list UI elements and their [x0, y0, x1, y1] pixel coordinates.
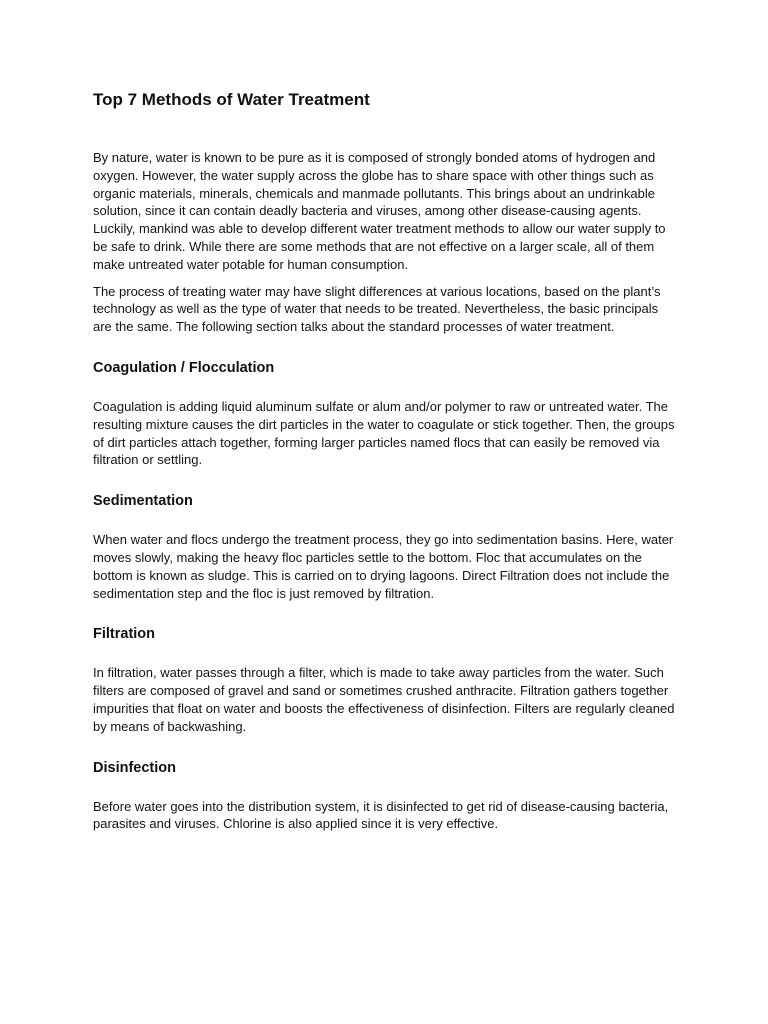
section-sedimentation [93, 491, 678, 602]
intro-paragraph-1: By nature, water is known to be pure as it is composed of strongly bonded atoms of hydrogen and oxygen. However, the water supply across the globe has to share space with other things such as organic materials, minerals, chemicals and manmade pollutants. This brings about an undrinkable solution, since it can contain deadly bacteria and viruses, among other disease-causing agents. Luckily, mankind was able to develop different water treatment methods to allow our water supply to be safe to drink. While there are some methods that are not effective on a larger scale, all of them make untreated water potable for human consumption. [93, 150, 666, 272]
section-heading: Sedimentation [93, 493, 193, 510]
section-heading: Filtration [93, 626, 156, 643]
section-paragraph: Coagulation is adding liquid aluminum sulfate or alum and/or polymer to raw or untreated water. The resulting mixture causes the dirt particles in the water to coagulate or stick together. Then, the groups of dirt particles attach together, forming larger particles named flocs that can easily be removed via filtration or settling. [93, 398, 675, 468]
section-paragraph: Before water goes into the distribution system, it is disinfected to get rid of disease-causing bacteria, parasites and viruses. Chlorine is also applied since it is very effective. [93, 798, 669, 832]
section-filtration [93, 624, 678, 735]
section-heading: Coagulation / Flocculation [93, 359, 275, 376]
intro-paragraph-2: The process of treating water may have slight differences at various locations, based on the plant’s technology as well as the type of water that needs to be treated. Nevertheless, the basic principals are the same. The following section talks about the standard processes of water treatment. [93, 283, 661, 335]
document-title: Top 7 Methods of Water Treatment [93, 90, 370, 109]
section-disinfection [93, 758, 678, 834]
section-paragraph: When water and flocs undergo the treatment process, they go into sedimentation basins. Here, water moves slowly, making the heavy floc particles settle to the bottom. Floc that accumulates on the bottom is known as sludge. This is carried on to drying lagoons. Direct Filtration does not include the sedimentation step and the floc is just removed by filtration. [93, 532, 674, 601]
section-coagulation [93, 358, 678, 469]
section-heading: Disinfection [93, 759, 176, 776]
document-body [93, 89, 678, 833]
section-paragraph: In filtration, water passes through a filter, which is made to take away particles from the water. Such filters are composed of gravel and sand or sometimes crushed anthracite. Filtration gathers together impurities that float on water and boosts the effectiveness of disinfection. Filters are regularly cleaned by means of backwashing. [93, 665, 675, 734]
